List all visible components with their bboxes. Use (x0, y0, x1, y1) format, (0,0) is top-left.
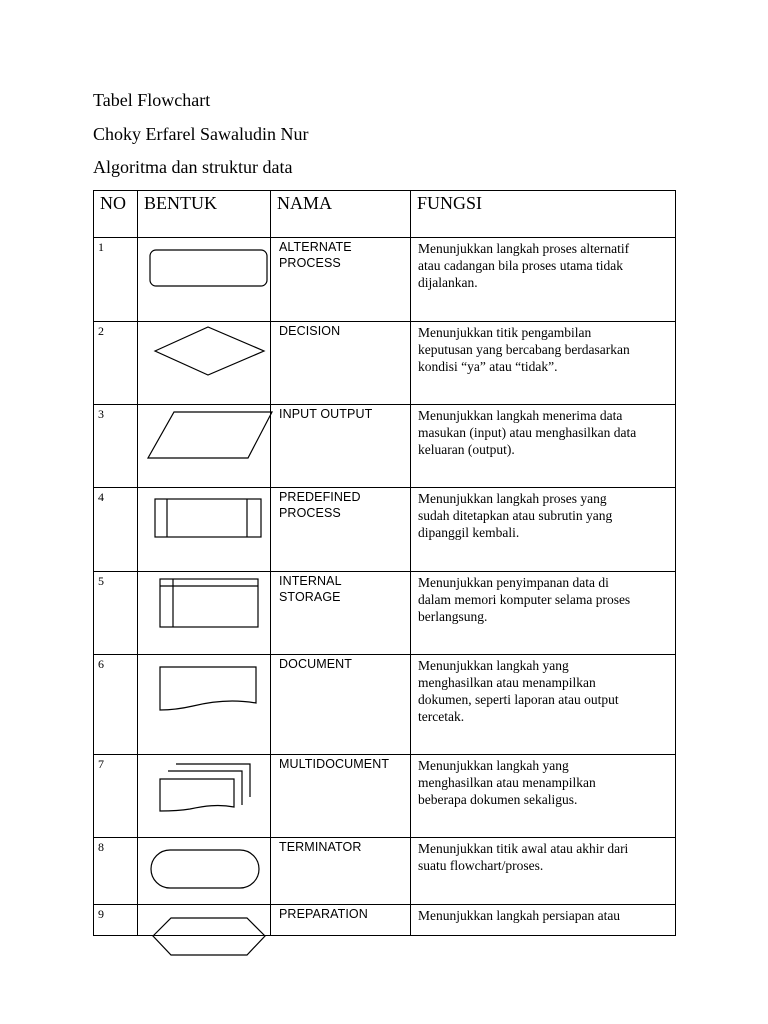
course-name: Algoritma dan struktur data (93, 157, 293, 177)
document-title: Tabel Flowchart (93, 90, 211, 110)
symbol-name-line: ALTERNATE (279, 240, 352, 254)
flowchart-table (93, 190, 676, 936)
symbol-function (411, 755, 676, 838)
table-row (94, 838, 676, 905)
table-header-row (94, 191, 676, 238)
table-row (94, 405, 676, 488)
function-line: Menunjukkan penyimpanan data di (418, 575, 609, 590)
column-header-no: NO (94, 191, 138, 238)
symbol-name-line: INPUT OUTPUT (279, 407, 373, 421)
function-line: sudah ditetapkan atau subrutin yang (418, 508, 613, 523)
symbol-function (411, 905, 676, 936)
function-line: dipanggil kembali. (418, 525, 520, 540)
terminator-icon (138, 838, 278, 905)
symbol-function (411, 572, 676, 655)
function-line: Menunjukkan langkah persiapan atau (418, 908, 621, 923)
shape-cell (138, 655, 271, 755)
symbol-name (271, 488, 411, 572)
multidocument-icon (138, 755, 278, 838)
symbol-function (411, 488, 676, 572)
column-header-nama: NAMA (271, 191, 411, 238)
row-number: 3 (94, 405, 138, 488)
function-line: kondisi “ya” atau “tidak”. (418, 359, 558, 374)
function-line: masukan (input) atau menghasilkan data (418, 425, 637, 440)
symbol-function (411, 655, 676, 755)
function-line: Menunjukkan titik pengambilan (418, 325, 592, 340)
function-line: berlangsung. (418, 609, 488, 624)
row-number: 9 (94, 905, 138, 936)
row-number: 5 (94, 572, 138, 655)
shape-cell (138, 905, 271, 936)
internal-storage-icon (138, 572, 278, 655)
table-row (94, 572, 676, 655)
symbol-function (411, 238, 676, 322)
symbol-name-line: INTERNAL (279, 574, 342, 588)
function-line: dalam memori komputer selama proses (418, 592, 631, 607)
decision-icon (138, 322, 278, 405)
symbol-name-line: TERMINATOR (279, 840, 362, 854)
function-line: Menunjukkan langkah proses yang (418, 491, 607, 506)
table-row (94, 655, 676, 755)
symbol-name (271, 905, 411, 936)
symbol-name-line: DOCUMENT (279, 657, 353, 671)
row-number: 1 (94, 238, 138, 322)
table-row (94, 238, 676, 322)
table-row (94, 488, 676, 572)
symbol-function (411, 838, 676, 905)
symbol-name-line: STORAGE (279, 590, 341, 604)
function-line: keputusan yang bercabang berdasarkan (418, 342, 630, 357)
symbol-name-line: PROCESS (279, 506, 341, 520)
symbol-name (271, 322, 411, 405)
row-number: 2 (94, 322, 138, 405)
alternate-process-icon (138, 238, 278, 322)
input-output-icon (138, 405, 278, 488)
function-line: dijalankan. (418, 275, 478, 290)
function-line: Menunjukkan langkah yang (418, 658, 569, 673)
shape-cell (138, 755, 271, 838)
symbol-name (271, 572, 411, 655)
symbol-name (271, 838, 411, 905)
symbol-name-line: PREPARATION (279, 907, 368, 921)
row-number: 4 (94, 488, 138, 572)
symbol-name-line: MULTIDOCUMENT (279, 757, 390, 771)
function-line: Menunjukkan titik awal atau akhir dari (418, 841, 629, 856)
function-line: atau cadangan bila proses utama tidak (418, 258, 624, 273)
function-line: Menunjukkan langkah menerima data (418, 408, 623, 423)
symbol-name (271, 655, 411, 755)
table-row (94, 322, 676, 405)
shape-cell (138, 405, 271, 488)
author-name: Choky Erfarel Sawaludin Nur (93, 124, 309, 144)
function-line: tercetak. (418, 709, 465, 724)
symbol-name-line: PROCESS (279, 256, 341, 270)
symbol-function (411, 405, 676, 488)
function-line: beberapa dokumen sekaligus. (418, 792, 578, 807)
table-row (94, 755, 676, 838)
function-line: menghasilkan atau menampilkan (418, 675, 596, 690)
preparation-icon (138, 905, 278, 965)
column-header-fungsi: FUNGSI (411, 191, 676, 238)
symbol-function (411, 322, 676, 405)
function-line: menghasilkan atau menampilkan (418, 775, 596, 790)
symbol-name-line: PREDEFINED (279, 490, 361, 504)
row-number: 6 (94, 655, 138, 755)
shape-cell (138, 238, 271, 322)
symbol-name-line: DECISION (279, 324, 341, 338)
table-row (94, 905, 676, 936)
shape-cell (138, 488, 271, 572)
function-line: suatu flowchart/proses. (418, 858, 544, 873)
symbol-name (271, 755, 411, 838)
shape-cell (138, 572, 271, 655)
function-line: Menunjukkan langkah yang (418, 758, 569, 773)
function-line: dokumen, seperti laporan atau output (418, 692, 619, 707)
symbol-name (271, 238, 411, 322)
predefined-process-icon (138, 488, 278, 572)
row-number: 8 (94, 838, 138, 905)
document-icon (138, 655, 278, 755)
function-line: keluaran (output). (418, 442, 515, 457)
column-header-bentuk: BENTUK (138, 191, 271, 238)
symbol-name (271, 405, 411, 488)
row-number: 7 (94, 755, 138, 838)
function-line: Menunjukkan langkah proses alternatif (418, 241, 630, 256)
shape-cell (138, 322, 271, 405)
shape-cell (138, 838, 271, 905)
